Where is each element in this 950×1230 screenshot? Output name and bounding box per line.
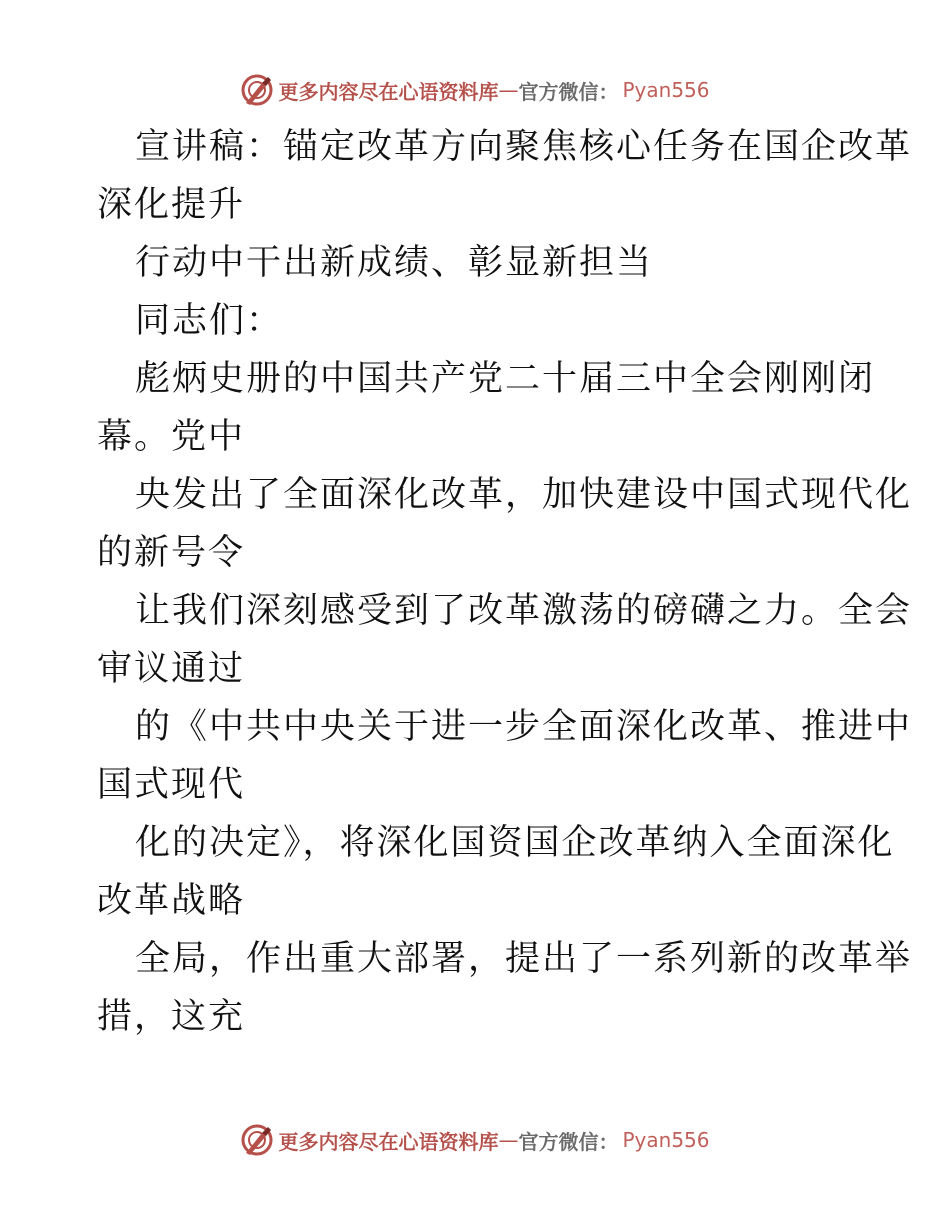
body-line: 幕。党中 [97, 417, 246, 457]
body-line: 宣讲稿：锚定改革方向聚焦核心任务在国企改革 [135, 127, 913, 167]
pen-logo-icon [240, 1123, 274, 1157]
body-line: 措，这充 [97, 997, 246, 1037]
wechat-id: Pyan556 [622, 1128, 710, 1152]
body-line: 的新号令 [97, 533, 246, 573]
body-line: 央发出了全面深化改革，加快建设中国式现代化 [135, 475, 913, 515]
library-text: 更多内容尽在心语资料库 [278, 79, 499, 104]
body-line: 全局，作出重大部署，提出了一系列新的改革举 [135, 939, 913, 979]
body-line: 让我们深刻感受到了改革激荡的磅礴之力。全会 [135, 591, 913, 631]
banner-dash: — [498, 1128, 519, 1152]
footer-banner [0, 1120, 950, 1160]
body-line: 的《中共中央关于进一步全面深化改革、推进中 [135, 707, 913, 747]
wechat-label: 官方微信： [518, 79, 619, 104]
pen-logo-icon [240, 73, 274, 107]
body-line: 化的决定》，将深化国资国企改革纳入全面深化 [135, 823, 895, 863]
body-line: 改革战略 [97, 881, 246, 921]
body-line: 深化提升 [97, 185, 246, 225]
wechat-id: Pyan556 [622, 78, 710, 102]
banner-dash: — [498, 78, 519, 102]
wechat-label: 官方微信： [518, 1129, 619, 1154]
library-text: 更多内容尽在心语资料库 [278, 1129, 499, 1154]
body-line: 同志们： [135, 301, 284, 341]
body-line: 国式现代 [97, 765, 246, 805]
body-line: 彪炳史册的中国共产党二十届三中全会刚刚闭 [135, 359, 876, 399]
document-body [97, 122, 913, 1050]
header-banner [0, 70, 950, 110]
body-line: 审议通过 [97, 649, 246, 689]
body-line: 行动中干出新成绩、彰显新担当 [135, 243, 654, 283]
